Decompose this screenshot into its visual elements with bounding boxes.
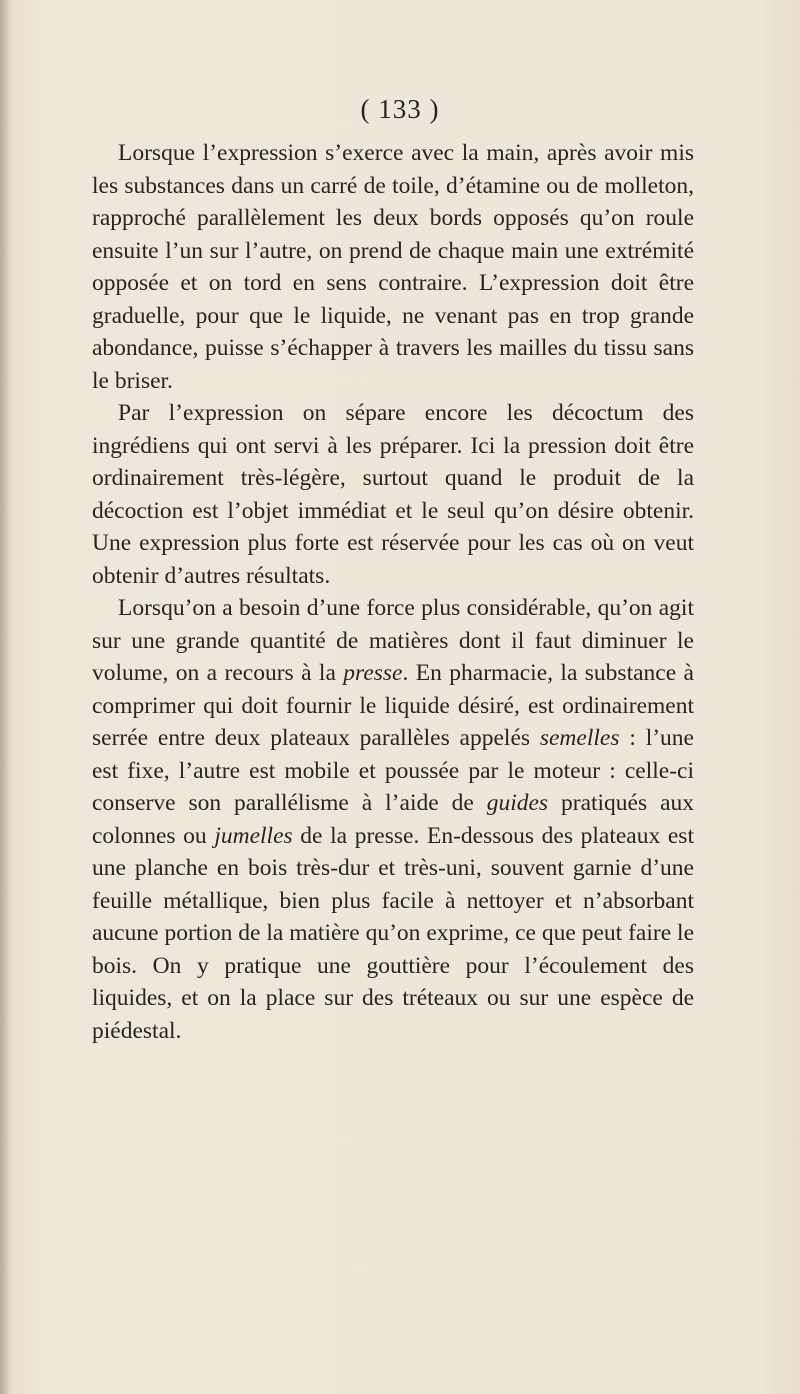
italic-term-jumelles: jumelles <box>214 822 293 849</box>
page-edge-shadow <box>0 0 10 1394</box>
paragraph-1: Lorsque l’expression s’exerce avec la main, après avoir mis les substances dans un carré de toile, d’étamine ou de molleton, rapproché parallèlement les deux bords opposés qu’on roule ensuite l’un sur l’autre, on prend de chaque main une extrémité opposée et on tord en sens contraire. L’expression doit être graduelle, pour que le liquide, ne venant pas en trop grande abondance, puisse s’échapper à travers les mailles du tissu sans le briser. <box>92 140 694 394</box>
body-text <box>92 137 694 1047</box>
italic-term-presse: presse <box>343 660 403 686</box>
page-number: ( 133 ) <box>360 94 440 124</box>
paragraph-3 <box>92 592 694 1047</box>
paragraph-3-part-2: . En pharmacie, la substance à comprimer qui doit fournir le liquide désiré, est ordinairement serrée entre deux plateaux parallèles appelés <box>92 660 694 751</box>
paragraph-3-part-1: Lorsqu’on a besoin d’une force plus considérable, qu’on agit sur une grande quantité de matières dont il faut diminuer le volume, on a recours à la <box>92 595 694 686</box>
italic-term-guides: guides <box>486 790 549 816</box>
paragraph-3-part-3: : l’une est fixe, l’autre est mobile et poussée par le moteur : celle-ci conserve son parallélisme à l’aide de <box>92 725 694 816</box>
italic-term-semelles: semelles <box>539 725 620 751</box>
paragraph-3-part-5: de la presse. En-dessous des plateaux est une planche en bois très-dur et très-uni, souvent garnie d’une feuille métallique, bien plus facile à nettoyer et n’absorbant aucune portion de la matière qu’on exprime, ce que peut faire le bois. On y pratique une gouttière pour l’écoulement des liquides, et on la place sur des tréteaux ou sur une espèce de piédestal. <box>92 822 694 1044</box>
paragraph-2: Par l’expression on sépare encore les décoctum des ingrédiens qui ont servi à les préparer. Ici la pression doit être ordinairement très-légère, surtout quand le produit de la décoction est l’objet immédiat et le seul qu’on désire obtenir. Une expression plus forte est réservée pour les cas où on veut obtenir d’autres résultats. <box>92 400 694 589</box>
paragraph-3-part-4: pratiqués aux colonnes ou <box>92 790 694 849</box>
